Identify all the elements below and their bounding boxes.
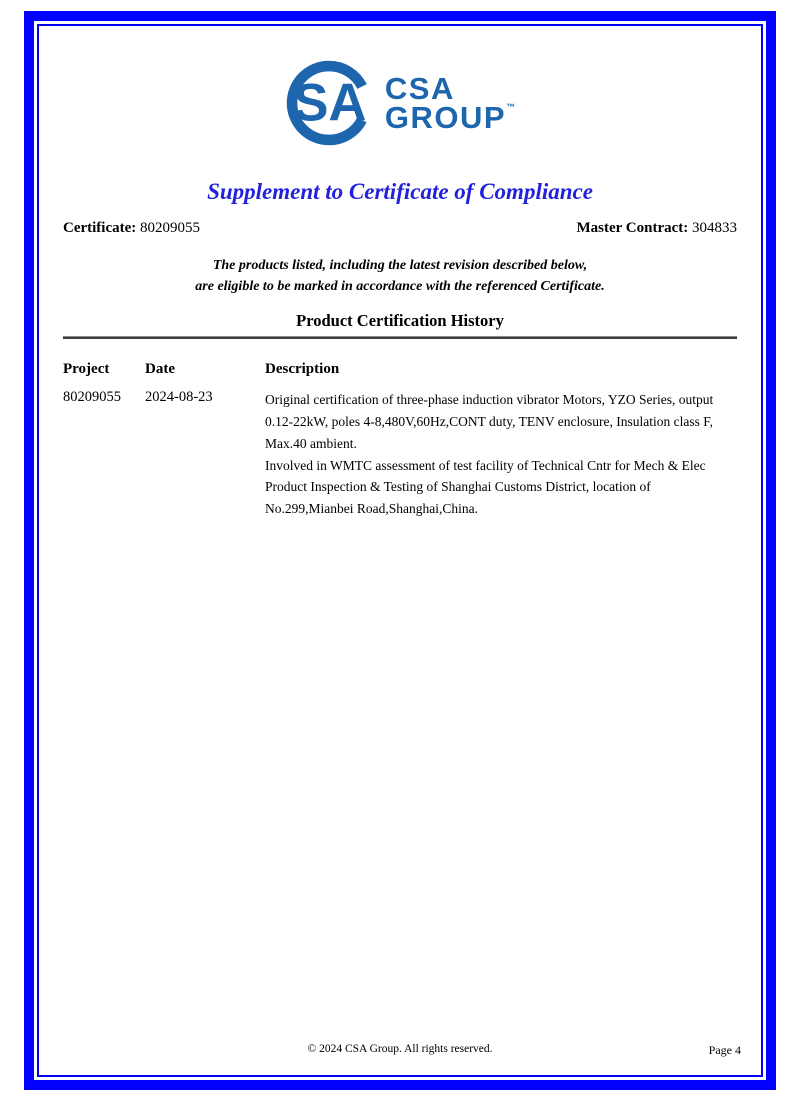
master-contract — [576, 220, 737, 237]
certificate-row — [39, 220, 761, 237]
column-header-date: Date — [145, 361, 175, 377]
statement-line2: are eligible to be marked in accordance with the referenced Certificate. — [195, 279, 605, 294]
cell-date: 2024-08-23 — [145, 389, 213, 405]
page-footer — [39, 1043, 761, 1059]
page-inner-border — [37, 24, 763, 1077]
cell-project: 80209055 — [63, 389, 121, 405]
eligibility-statement — [39, 255, 761, 297]
certificate-number — [63, 220, 200, 237]
csa-monogram-letters: SA — [293, 73, 367, 133]
table-row — [63, 389, 737, 520]
logo-line1: CSA — [384, 70, 455, 106]
table-header-row — [63, 361, 737, 378]
column-header-project: Project — [63, 361, 110, 377]
page-number: Page 4 — [708, 1043, 741, 1057]
copyright-notice: © 2024 CSA Group. All rights reserved. — [307, 1043, 493, 1055]
column-header-description: Description — [265, 361, 340, 377]
certificate-label: Certificate: — [63, 220, 137, 236]
trademark-symbol: ™ — [506, 102, 516, 112]
statement-line1: The products listed, including the latest revision described below, — [212, 258, 588, 273]
master-contract-value: 304833 — [692, 220, 737, 236]
heading-rule — [63, 336, 737, 339]
section-heading: Product Certification History — [296, 311, 504, 330]
certification-history-table — [63, 361, 737, 520]
certificate-value: 80209055 — [140, 220, 201, 236]
description-paragraph: Original certification of three-phase induction vibrator Motors, YZO Series, output 0.12-22kW, poles 4-8,480V,60Hz,CONT duty, TENV enclosure, Insulation class F, Max.40 ambient. — [265, 392, 714, 451]
cell-description — [265, 389, 737, 520]
csa-group-logo — [39, 59, 761, 147]
document-title: Supplement to Certificate of Compliance — [207, 179, 593, 204]
logo-line2: GROUP™ — [384, 100, 516, 135]
description-paragraph: Involved in WMTC assessment of test facility of Technical Cntr for Mech & Elec Product Inspection & Testing of Shanghai Customs District, location of No.299,Mianbei Road,Shanghai,China. — [265, 457, 706, 517]
csa-monogram-icon — [285, 59, 373, 147]
page-outer-border — [24, 11, 776, 1090]
csa-group-wordmark — [384, 70, 516, 135]
master-contract-label: Master Contract: — [576, 220, 689, 236]
